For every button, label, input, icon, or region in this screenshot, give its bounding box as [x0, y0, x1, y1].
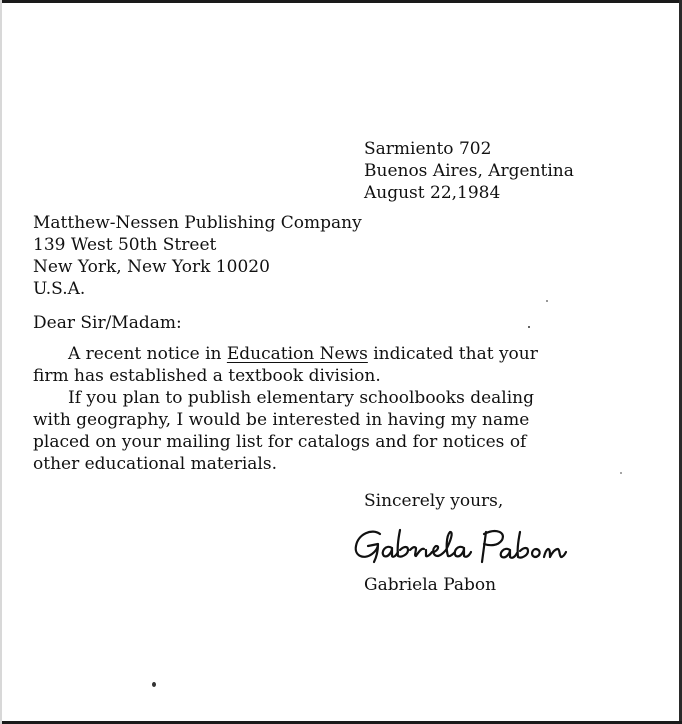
publication-title: Education News — [226, 344, 368, 364]
handwritten-signature — [350, 522, 570, 570]
paragraph-1-line-1 — [68, 344, 538, 366]
recipient-street: 139 West 50th Street — [33, 235, 217, 255]
scan-border-left — [0, 0, 2, 724]
scan-speck — [528, 326, 530, 328]
scan-speck — [620, 472, 622, 474]
letter-date: August 22,1984 — [364, 183, 501, 203]
paragraph-1-lead: A recent notice in — [68, 344, 227, 364]
paragraph-2-line-3: placed on your mailing list for catalogs and for notices of — [33, 432, 527, 452]
paragraph-2-line-1: If you plan to publish elementary schoolbooks dealing — [68, 388, 534, 408]
paragraph-2-line-4: other educational materials. — [33, 454, 277, 474]
sender-city: Buenos Aires, Argentina — [364, 161, 574, 181]
scan-speck — [152, 682, 156, 687]
closing: Sincerely yours, — [364, 491, 504, 511]
scan-speck — [546, 300, 548, 302]
recipient-country: U.S.A. — [33, 279, 86, 299]
signer-name: Gabriela Pabon — [364, 575, 497, 595]
salutation: Dear Sir/Madam: — [33, 313, 182, 333]
recipient-city: New York, New York 10020 — [33, 257, 270, 277]
paragraph-1-line-2: firm has established a textbook division. — [33, 366, 381, 386]
recipient-company: Matthew-Nessen Publishing Company — [33, 213, 362, 233]
sender-street: Sarmiento 702 — [364, 139, 492, 159]
paragraph-1-rest: indicated that your — [367, 344, 538, 364]
paragraph-2-line-2: with geography, I would be interested in having my name — [33, 410, 530, 430]
scan-border-top — [0, 0, 682, 3]
